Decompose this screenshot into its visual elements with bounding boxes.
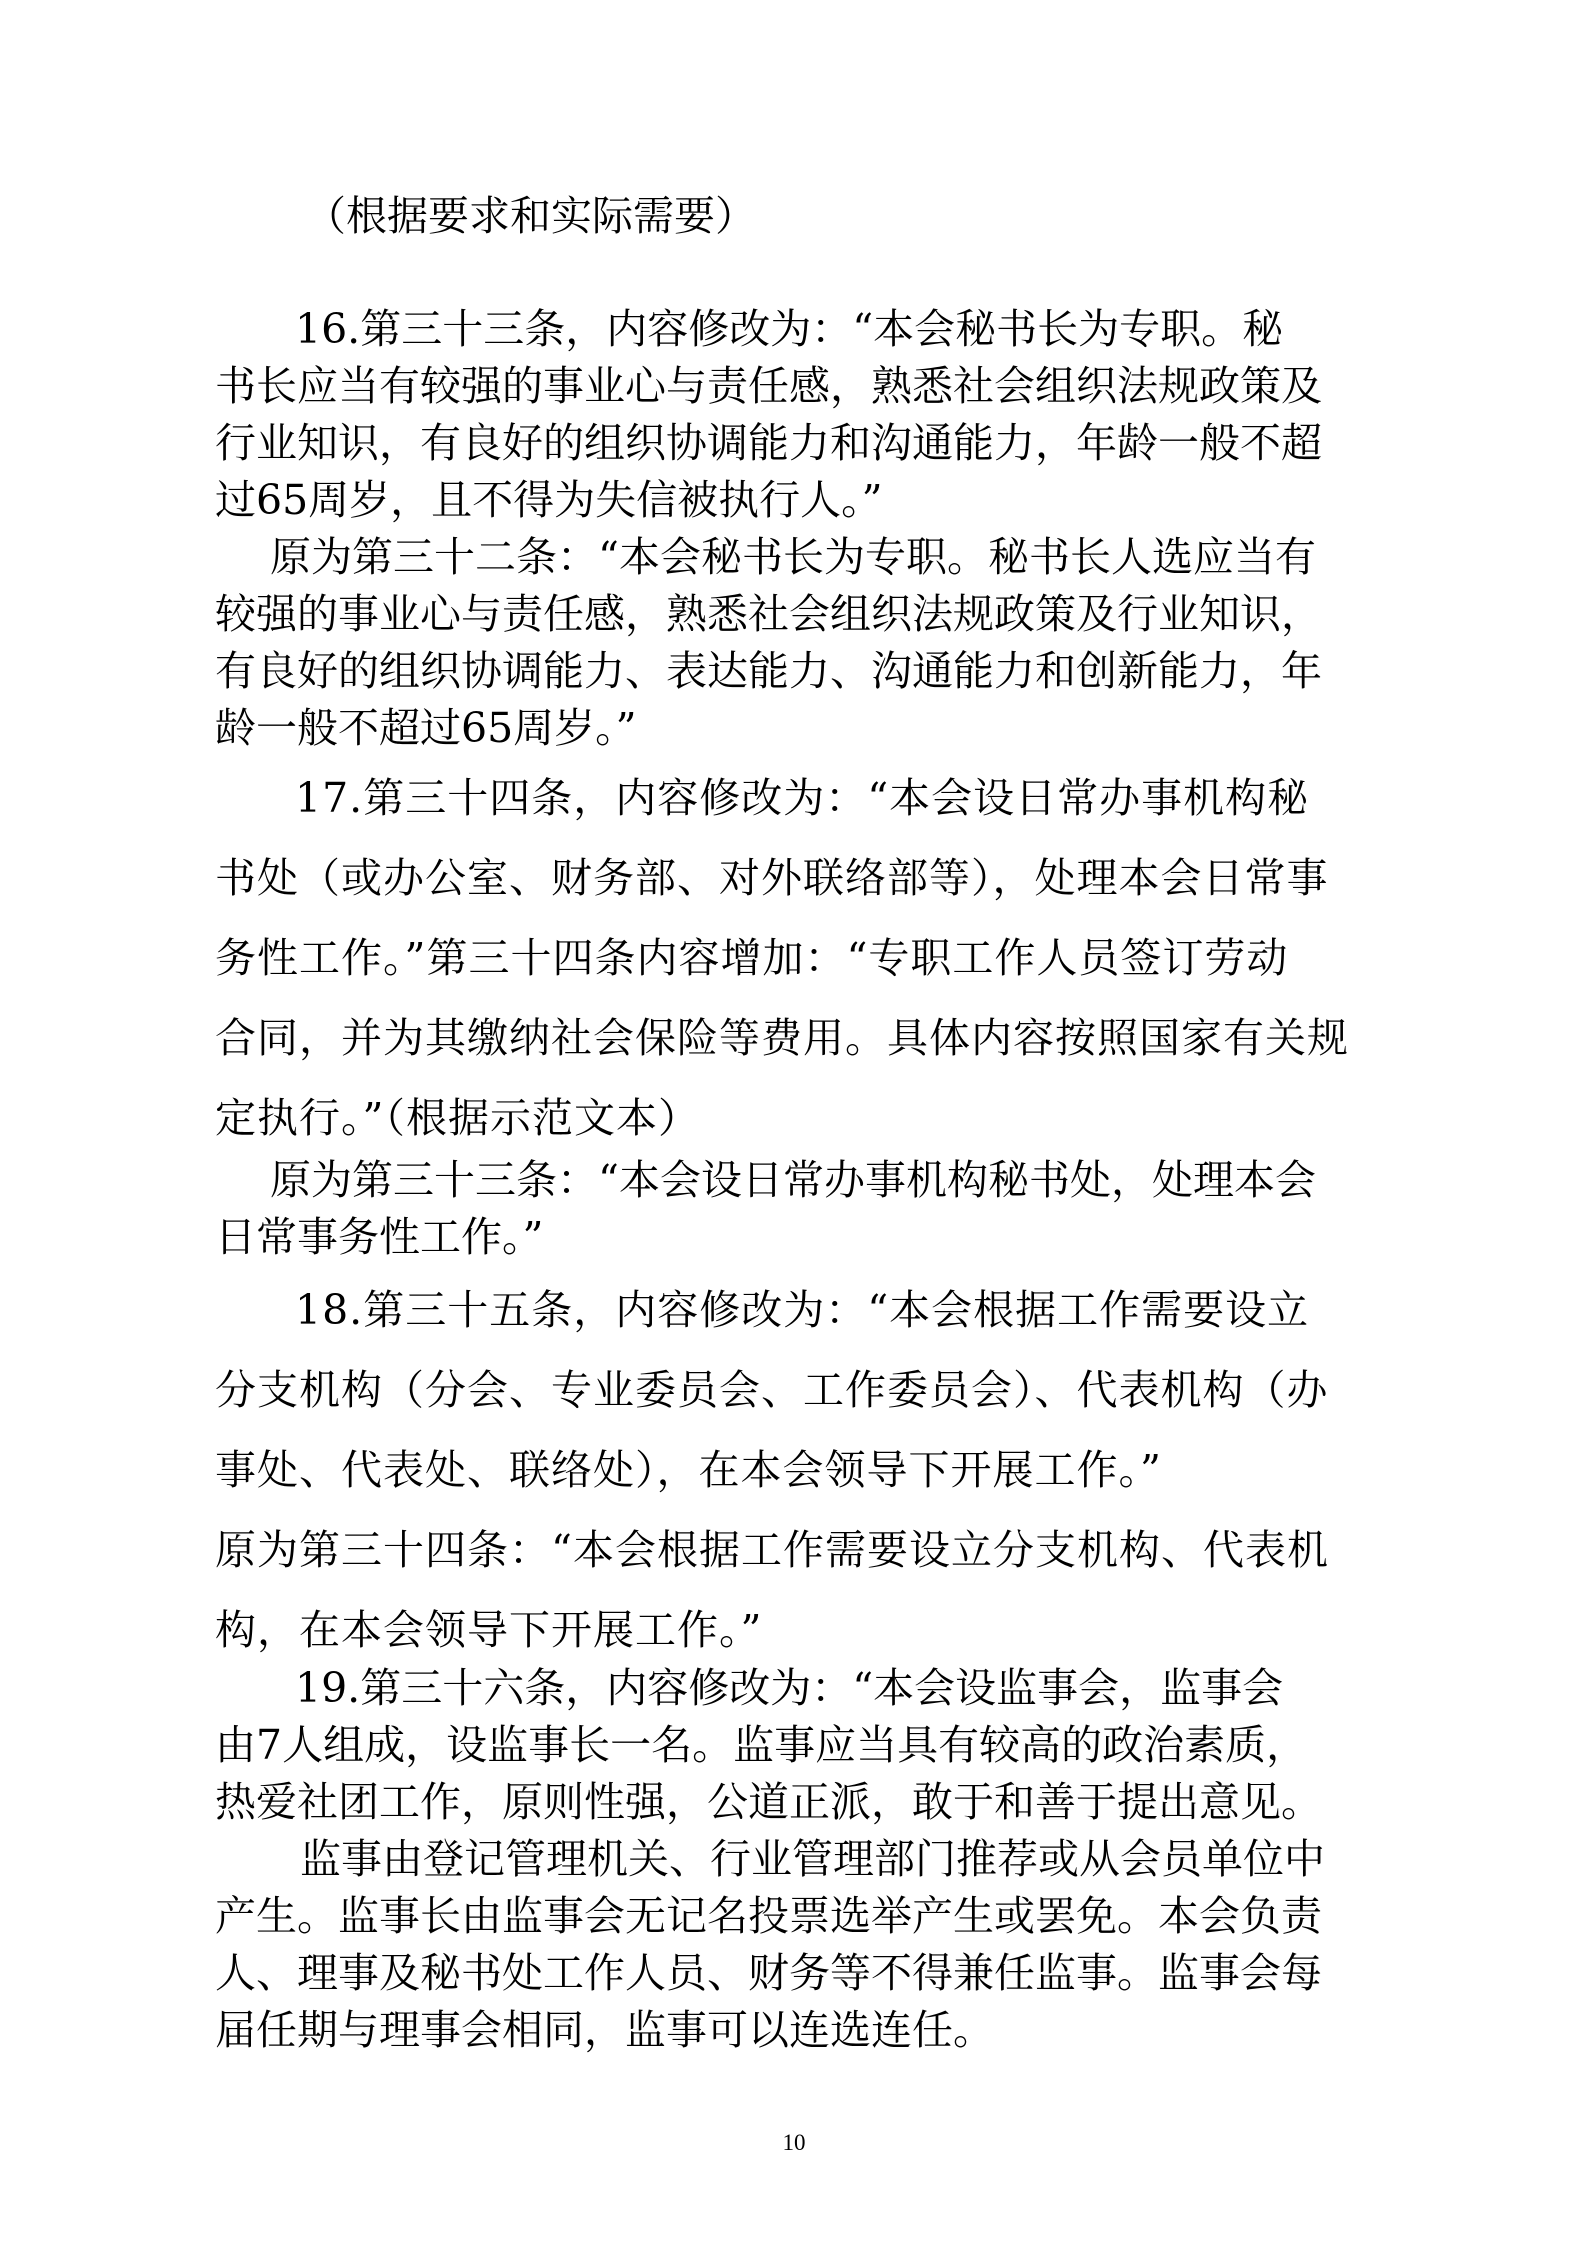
page-number: 10 <box>782 2130 806 2155</box>
text-line: 监事由登记管理机关、行业管理部门推荐或从会员单位中 <box>300 1835 1325 1883</box>
text-line: 书处（或办公室、财务部、对外联络部等），处理本会日常事 <box>215 854 1329 902</box>
text-line: （根据要求和实际需要） <box>305 192 756 240</box>
text-line: 16.第三十三条，内容修改为：“本会秘书长为专职。秘 <box>295 305 1284 353</box>
text-line: 龄一般不超过65周岁。” <box>215 704 637 752</box>
text-line: 分支机构（分会、专业委员会、工作委员会）、代表机构（办 <box>215 1366 1329 1414</box>
text-line: 原为第三十二条：“本会秘书长为专职。秘书长人选应当有 <box>270 533 1316 581</box>
text-line: 产生。监事长由监事会无记名投票选举产生或罢免。本会负责 <box>215 1892 1322 1940</box>
text-line: 事处、代表处、联络处），在本会领导下开展工作。” <box>215 1446 1162 1494</box>
text-line: 行业知识，有良好的组织协调能力和沟通能力，年龄一般不超 <box>215 419 1322 467</box>
text-line: 17.第三十四条，内容修改为：“本会设日常办事机构秘 <box>295 774 1310 822</box>
text-line: 日常事务性工作。” <box>215 1213 544 1261</box>
text-line: 由7人组成，设监事长一名。监事应当具有较高的政治素质， <box>215 1721 1308 1769</box>
text-line: 原为第三十三条：“本会设日常办事机构秘书处，处理本会 <box>270 1156 1316 1204</box>
text-line: 原为第三十四条：“本会根据工作需要设立分支机构、代表机 <box>215 1526 1329 1574</box>
text-line: 19.第三十六条，内容修改为：“本会设监事会，监事会 <box>295 1664 1284 1712</box>
text-line: 届任期与理事会相同，监事可以连选连任。 <box>215 2006 994 2054</box>
text-line: 过65周岁，且不得为失信被执行人。” <box>215 476 883 524</box>
text-line: 18.第三十五条，内容修改为：“本会根据工作需要设立 <box>295 1286 1310 1334</box>
text-line: 人、理事及秘书处工作人员、财务等不得兼任监事。监事会每 <box>215 1949 1322 1997</box>
text-line: 合同，并为其缴纳社会保险等费用。具体内容按照国家有关规 <box>215 1014 1349 1062</box>
text-line: 构，在本会领导下开展工作。” <box>215 1606 763 1654</box>
text-line: 务性工作。”第三十四条内容增加：“专职工作人员签订劳动 <box>215 934 1289 982</box>
text-line: 热爱社团工作，原则性强，公道正派，敢于和善于提出意见。 <box>215 1778 1322 1826</box>
text-line: 定执行。”（根据示范文本） <box>215 1094 700 1142</box>
text-line: 书长应当有较强的事业心与责任感，熟悉社会组织法规政策及 <box>215 362 1322 410</box>
text-line: 有良好的组织协调能力、表达能力、沟通能力和创新能力，年 <box>215 647 1322 695</box>
text-line: 较强的事业心与责任感，熟悉社会组织法规政策及行业知识， <box>215 590 1322 638</box>
